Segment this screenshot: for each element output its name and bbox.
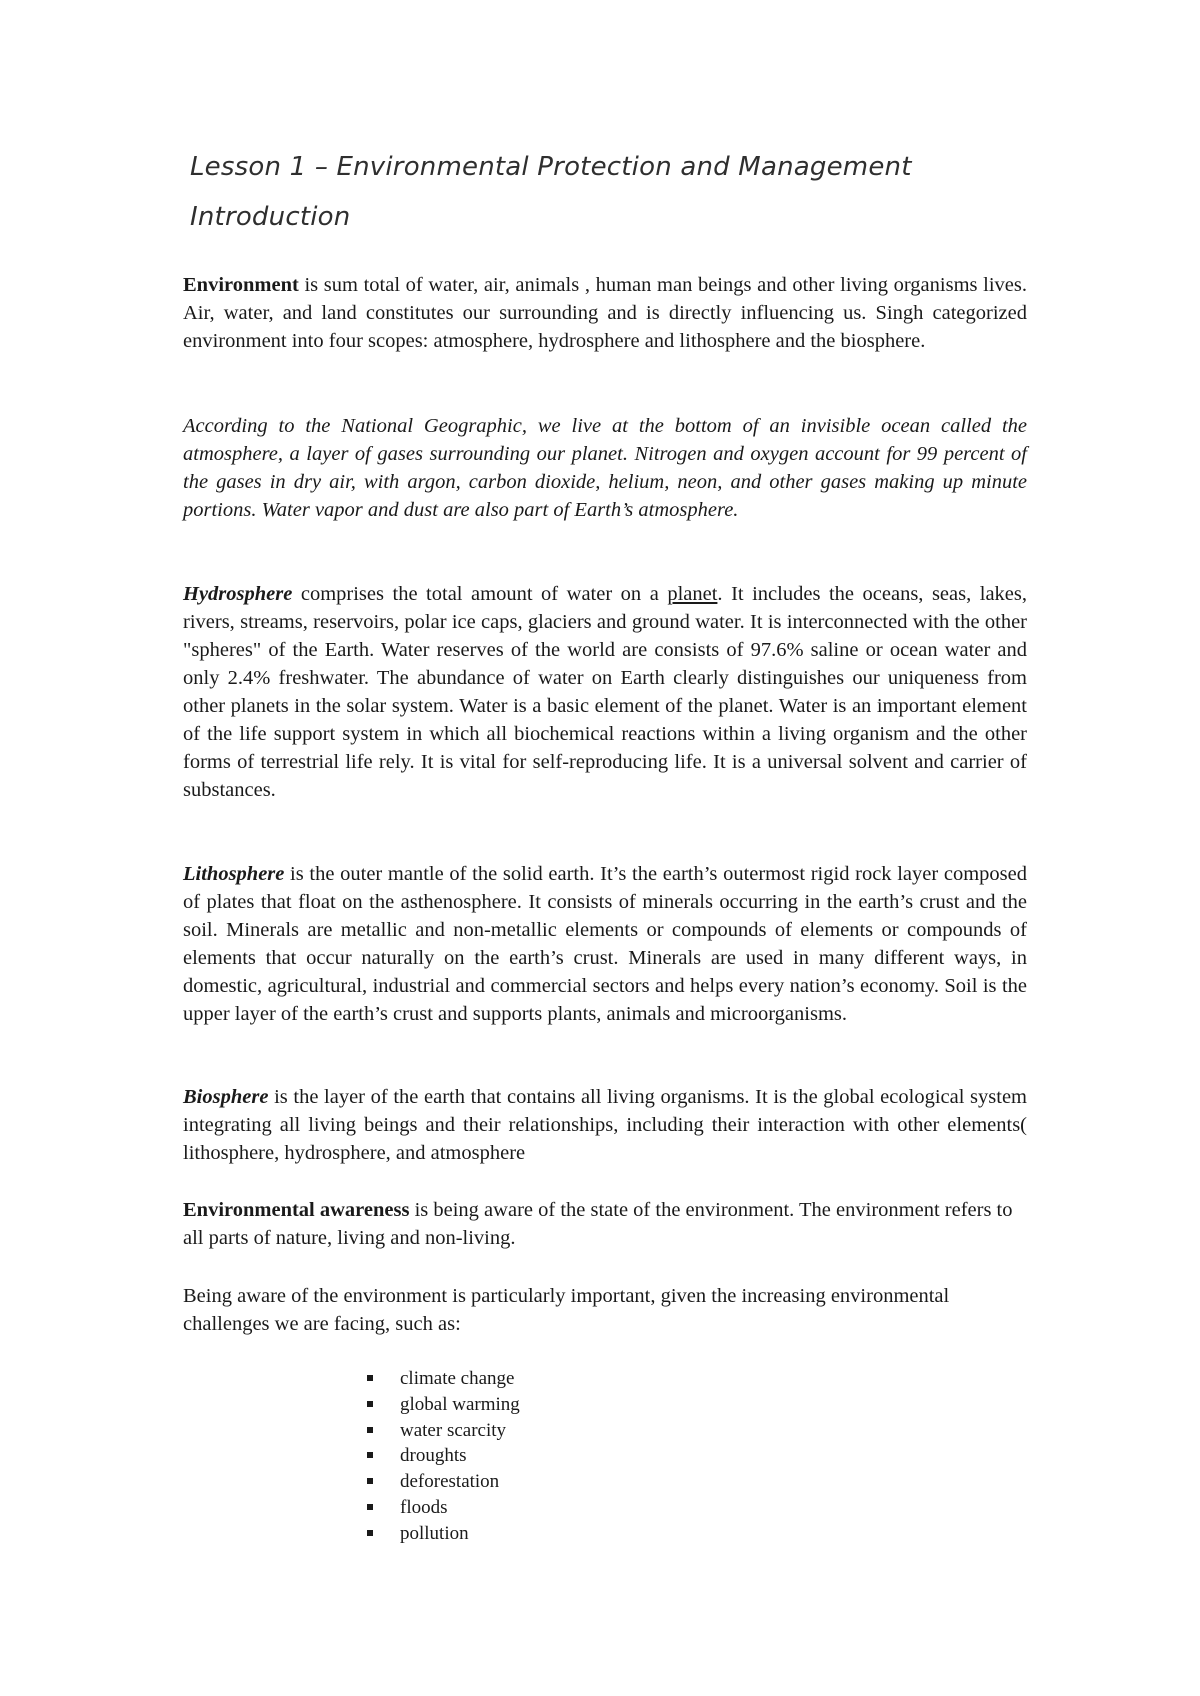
section-heading-introduction: Introduction [190, 202, 351, 232]
paragraph-hydrosphere-text-a: comprises the total amount of water on a [292, 583, 668, 605]
paragraph-hydrosphere-text-b: . It includes the oceans, seas, lakes, rivers, streams, reservoirs, polar ice caps, glaciers and ground water. It is interconnected with the other "spheres" of the Earth. Water reserves of the world are consists of 97.6% saline or ocean water and only 2.4% freshwater. The abundance of water on Earth clearly distinguishes our uniqueness from other planets in the solar system. Water is a basic element of the planet. Water is an important element of the life support system in which all biochemical reactions within a living organism and the other forms of terrestrial life rely. It is vital for self-reproducing life. It is a universal solvent and carrier of substances. [183, 583, 1027, 801]
paragraph-lithosphere-text: is the outer mantle of the solid earth. It’s the earth’s outermost rigid rock layer composed of plates that float on the asthenosphere. It consists of minerals occurring in the earth’s crust and the soil. Minerals are metallic and non-metallic elements or compounds of elements or compounds of elements that occur naturally on the earth’s crust. Minerals are used in many different ways, in domestic, agricultural, industrial and commercial sectors and helps every nation’s economy. Soil is the upper layer of the earth’s crust and supports plants, animals and microorganisms. [183, 863, 1027, 1025]
paragraph-lithosphere [183, 860, 1027, 1028]
paragraph-environmental-awareness [183, 1196, 1027, 1252]
term-environment: Environment [183, 274, 299, 296]
bullet-square-icon [367, 1504, 373, 1510]
bullet-square-icon [367, 1478, 373, 1484]
term-lithosphere: Lithosphere [183, 863, 285, 885]
paragraph-atmosphere [183, 412, 1027, 524]
list-item: floods [367, 1495, 520, 1521]
planet-link[interactable]: planet [667, 583, 718, 605]
paragraph-challenges-intro: Being aware of the environment is particularly important, given the increasing environmental challenges we are facing, such as: [183, 1285, 950, 1335]
paragraph-environment-text: is sum total of water, air, animals , human man beings and other living organisms lives. Air, water, and land constitutes our surrounding and is directly influencing us. Singh categorized environment into four scopes: atmosphere, hydrosphere and lithosphere and the biosphere. [183, 274, 1027, 352]
paragraph-environmental-awareness-text: is being aware of the state of the environment. The environment refers to all parts of nature, living and non-living. [183, 1199, 1013, 1249]
paragraph-hydrosphere [183, 580, 1027, 804]
challenges-list [367, 1366, 520, 1547]
list-item: deforestation [367, 1469, 520, 1495]
bullet-square-icon [367, 1375, 373, 1381]
paragraph-atmosphere-text-b: . Nitrogen and oxygen account for 99 percent of the gases in dry air, with argon, carbon dioxide, helium, neon, and other gases making up minute portions. Water vapor and dust are also part of Earth’s atmosphere. [183, 443, 1027, 521]
paragraph-environment [183, 271, 1027, 355]
bullet-square-icon [367, 1427, 373, 1433]
list-item: water scarcity [367, 1418, 520, 1444]
term-environmental-awareness: Environmental awareness [183, 1199, 410, 1221]
paragraph-biosphere-text: is the layer of the earth that contains all living organisms. It is the global ecological system integrating all living beings and their relationships, including their interaction with other elements( lithosphere, hydrosphere, and atmosphere [183, 1086, 1027, 1164]
term-hydrosphere: Hydrosphere [183, 583, 293, 605]
list-item: climate change [367, 1366, 520, 1392]
list-item: pollution [367, 1521, 520, 1547]
list-item: droughts [367, 1443, 520, 1469]
bullet-square-icon [367, 1452, 373, 1458]
lesson-title: Lesson 1 – Environmental Protection and Management [190, 152, 912, 182]
list-item: global warming [367, 1392, 520, 1418]
paragraph-atmosphere-text-a: According to the National Geographic, we live at the bottom of an invisible ocean called the atmosphere, a layer of gases surrounding our planet [183, 415, 1027, 465]
term-biosphere: Biosphere [183, 1086, 269, 1108]
bullet-square-icon [367, 1530, 373, 1536]
bullet-square-icon [367, 1401, 373, 1407]
paragraph-biosphere [183, 1083, 1027, 1167]
